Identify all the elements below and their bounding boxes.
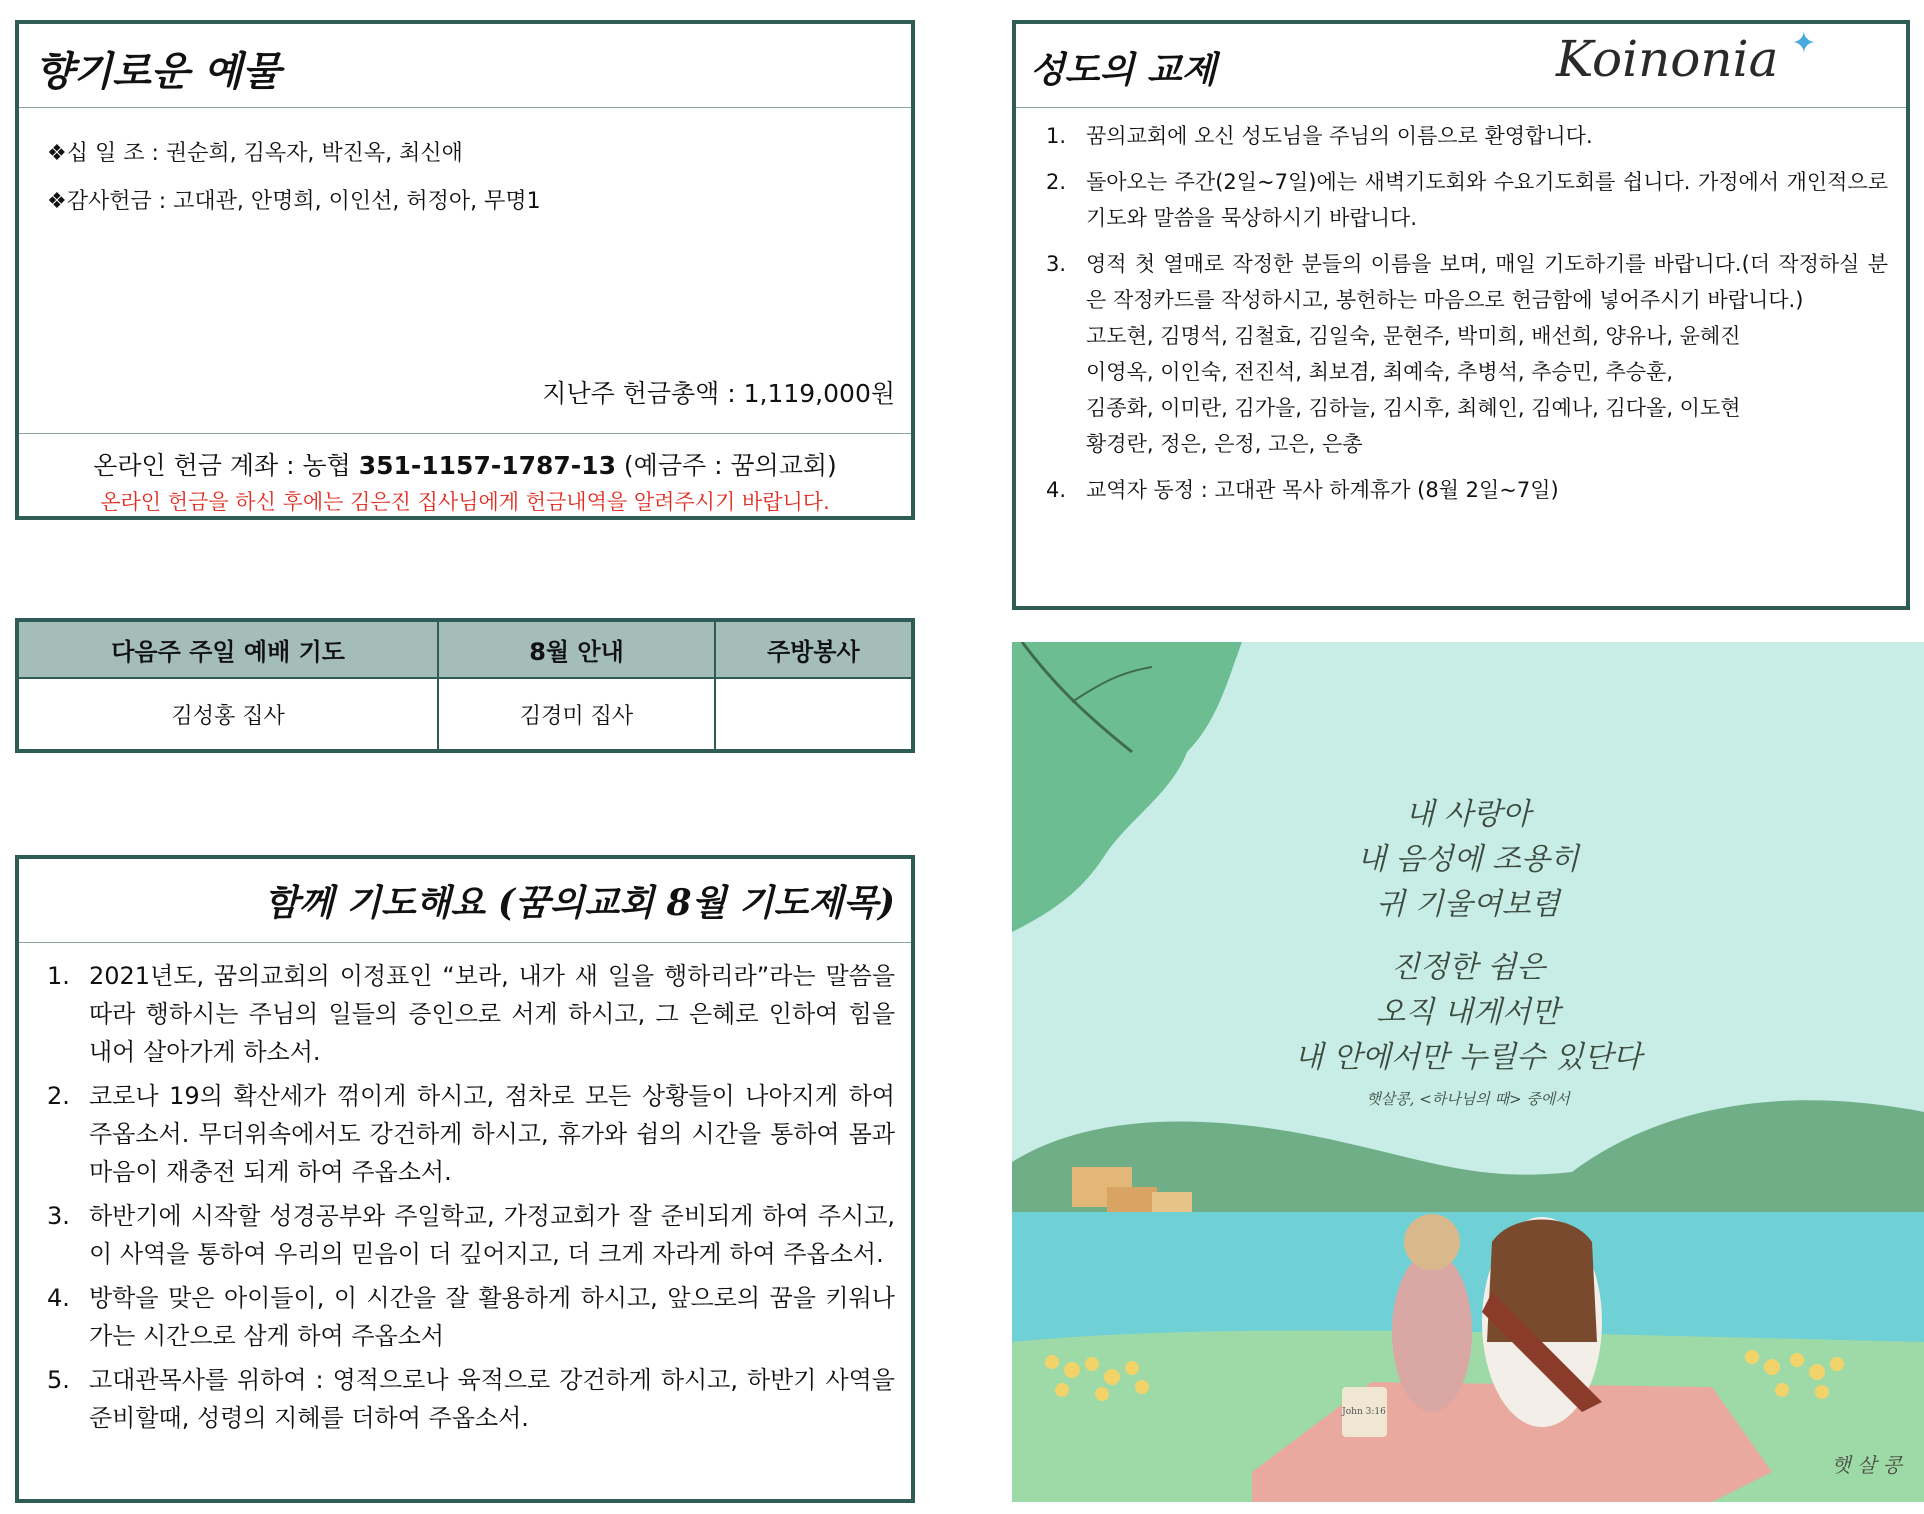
bag-text: John 3:16 [1342, 1407, 1386, 1417]
item-text: 영적 첫 열매로 작정한 분들의 이름을 보며, 매일 기도하기를 바랍니다.(더 작정하실 분은 작정카드를 작성하시고, 봉헌하는 마음으로 헌금함에 넣어주시기 바랍니다.) [1086, 252, 1888, 312]
child-figure [1392, 1252, 1472, 1412]
list-item [1040, 164, 1888, 236]
logo-text: Koinonia [1556, 30, 1779, 88]
fellowship-header [1016, 24, 1906, 108]
cell-august-guide: 김경미 집사 [438, 678, 715, 749]
list-item [43, 957, 895, 1071]
item-text: 돌아오는 주간(2일~7일)에는 새벽기도회와 수요기도회를 쉽니다. 가정에서 개인적으로 기도와 말씀을 묵상하시기 바랍니다. [1086, 170, 1888, 230]
cell-kitchen [715, 678, 911, 749]
quote-line: 내 사랑아 [1405, 797, 1531, 832]
names-line: 김종화, 이미란, 김가을, 김하늘, 김시후, 최혜인, 김예나, 김다올, 이도현 [1086, 396, 1741, 420]
tithe-line: ❖십 일 조 : 권순희, 김옥자, 박진옥, 최신애 [47, 141, 463, 166]
child-head [1404, 1214, 1460, 1270]
account-number: 351-1157-1787-13 [358, 451, 616, 480]
item-text: 교역자 동정 : 고대관 목사 하계휴가 (8월 2일~7일) [1086, 478, 1559, 502]
list-item [43, 1077, 895, 1191]
item-number: 5. [47, 1366, 70, 1394]
header-kitchen: 주방봉사 [715, 622, 911, 678]
quote-line: 오직 내게서만 [1376, 995, 1560, 1030]
quote-second [1012, 945, 1924, 1080]
quote-first [1012, 792, 1924, 927]
artist-signature: 햇 살 콩 [1831, 1453, 1902, 1477]
online-account [19, 446, 911, 482]
quote-line: 내 안에서만 누릴수 있단다 [1294, 1040, 1642, 1075]
fellowship-title: 성도의 교제 [1030, 49, 1217, 91]
offering-total: 지난주 헌금총액 : 1,119,000원 [542, 379, 895, 408]
fellowship-list [1040, 118, 1888, 518]
list-item [43, 1197, 895, 1273]
quote-line: 진정한 쉼은 [1390, 950, 1546, 985]
prayer-panel [15, 855, 915, 1503]
duty-table [15, 618, 915, 753]
prayer-list [43, 957, 895, 1443]
item-text: 코로나 19의 확산세가 꺾이게 하시고, 점차로 모든 상황들이 나아지게 하여 주옵소서. 무더위속에서도 강건하게 하시고, 휴가와 쉼의 시간을 통하여 몸과 마음이 재충전 되게 하여 주옵소서. [89, 1082, 895, 1186]
prayer-title: 함께 기도해요 (꿈의교회 8월 기도제목) [264, 882, 895, 924]
names-line: 이영옥, 이인숙, 전진석, 최보겸, 최예숙, 추병석, 추승민, 추승훈, [1086, 360, 1673, 384]
header-august-guide: 8월 안내 [438, 622, 715, 678]
item-text: 고대관목사를 위하여 : 영적으로나 육적으로 강건하게 하시고, 하반기 사역을 준비할때, 성령의 지혜를 더하여 주옵소서. [89, 1366, 895, 1432]
account-holder: (예금주 : 꿈의교회) [615, 451, 837, 480]
duty-grid [19, 622, 911, 749]
fellowship-panel [1012, 20, 1910, 610]
prayer-header [19, 859, 911, 943]
item-text: 하반기에 시작할 성경공부와 주일학교, 가정교회가 잘 준비되게 하여 주시고, 이 사역을 통하여 우리의 믿음이 더 깊어지고, 더 크게 자라게 하여 주옵소서. [89, 1202, 895, 1268]
list-item [1040, 472, 1888, 508]
item-number: 2. [1046, 170, 1067, 194]
sparkle-icon: ✦ [1791, 26, 1817, 61]
thanks-offering-line: ❖감사헌금 : 고대관, 안명희, 이인선, 허정아, 무명1 [47, 189, 541, 214]
list-item [1040, 118, 1888, 154]
item-text: 방학을 맞은 아이들이, 이 시간을 잘 활용하게 하시고, 앞으로의 꿈을 키워나가는 시간으로 삼게 하여 주옵소서 [89, 1284, 895, 1350]
item-number: 1. [47, 962, 70, 990]
account-prefix: 온라인 헌금 계좌 : 농협 [93, 451, 359, 480]
item-text: 꿈의교회에 오신 성도님을 주님의 이름으로 환영합니다. [1086, 124, 1593, 148]
names-line: 황경란, 정은, 은정, 고은, 은총 [1086, 432, 1363, 456]
header-prayer: 다음주 주일 예배 기도 [19, 622, 438, 678]
quote-line: 귀 기울여보렴 [1376, 887, 1560, 922]
quote-source: 햇살콩, <하나님의 때> 중에서 [1366, 1090, 1570, 1108]
item-number: 4. [1046, 478, 1067, 502]
names-line: 고도현, 김명석, 김철효, 김일숙, 문현주, 박미희, 배선희, 양유나, 윤혜진 [1086, 324, 1741, 348]
item-number: 3. [1046, 252, 1067, 276]
koinonia-logo [1556, 26, 1817, 88]
list-item [43, 1361, 895, 1437]
offering-panel [15, 20, 915, 520]
cell-prayer: 김성홍 집사 [19, 678, 438, 749]
pledge-names [1086, 318, 1888, 462]
offering-notice: 온라인 헌금을 하신 후에는 김은진 집사님에게 헌금내역을 알려주시기 바랍니다. [100, 490, 830, 514]
item-number: 2. [47, 1082, 70, 1110]
offering-title: 향기로운 예물 [35, 48, 281, 95]
item-number: 4. [47, 1284, 70, 1312]
illustration [1012, 642, 1924, 1502]
list-item [43, 1279, 895, 1355]
item-number: 1. [1046, 124, 1067, 148]
list-item [1040, 246, 1888, 462]
offering-footer [19, 433, 911, 518]
offering-header [19, 24, 911, 108]
item-number: 3. [47, 1202, 70, 1230]
quote-line: 내 음성에 조용히 [1357, 842, 1579, 877]
item-text: 2021년도, 꿈의교회의 이정표인 “보라, 내가 새 일을 행하리라”라는 말씀을 따라 행하시는 주님의 일들의 증인으로 서게 하시고, 그 은혜로 인하여 힘을 내어 살아가게 하소서. [89, 962, 895, 1066]
